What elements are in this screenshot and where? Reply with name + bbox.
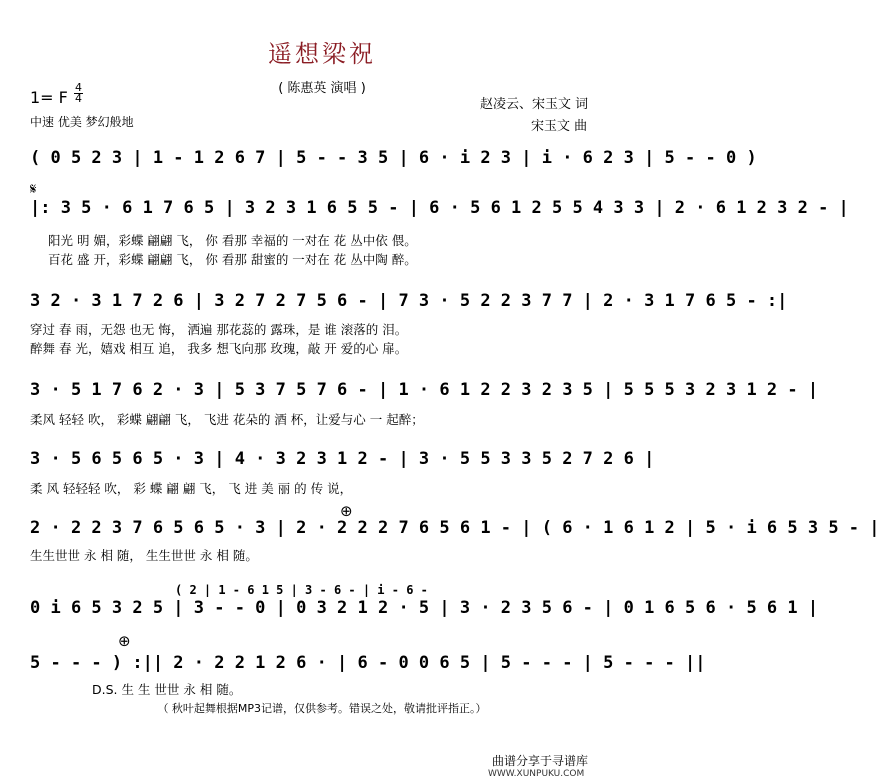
music-notation: 2 · 2 2 3 7 6 5 6 5 · 3 | 2 · 2 2 2 7 6 5 6 1 - | ( 6 · 1 6 1 2 | 5 · i 6 5 3 5 - | bbox=[30, 518, 880, 538]
coda-icon: ⊕ bbox=[340, 502, 353, 520]
lyrics-line-1: D.S. 生 生 世世 永 相 随。 bbox=[92, 682, 242, 697]
music-notation: 3 · 5 1 7 6 2 · 3 | 5 3 7 5 7 6 - | 1 · 6 1 2 2 3 2 3 5 | 5 5 5 3 2 3 1 2 - | bbox=[30, 380, 819, 400]
music-notation: 0 i 6 5 3 2 5 | 3 - - 0 | 0 3 2 1 2 · 5 | 3 · 2 3 5 6 - | 0 1 6 5 6 · 5 6 1 | bbox=[30, 598, 819, 618]
music-notation: 3 · 5 6 5 6 5 · 3 | 4 · 3 2 3 1 2 - | 3 · 5 5 3 3 5 2 7 2 6 | bbox=[30, 449, 655, 469]
coda-icon: ⊕ bbox=[118, 632, 131, 650]
page-title: 遥想梁祝 bbox=[268, 40, 376, 68]
volta-bracket: ( 2 | 1 - 6 1 5 | 3 - 6 - | i - 6 - bbox=[175, 583, 428, 597]
composer-credit: 宋玉文 曲 bbox=[531, 119, 588, 134]
footer-url: WWW.XUNPUKU.COM bbox=[488, 769, 585, 779]
music-notation: |: 3 5 · 6 1 7 6 5 | 3 2 3 1 6 5 5 - | 6 · 5 6 1 2 5 5 4 3 3 | 2 · 6 1 2 3 2 - | bbox=[30, 198, 849, 218]
singer-line: ( 陈惠英 演唱 ) bbox=[278, 81, 366, 96]
music-notation: ( 0 5 2 3 | 1 - 1 2 6 7 | 5 - - 3 5 | 6 · i 2 3 | i · 6 2 3 | 5 - - 0 ) bbox=[30, 148, 757, 168]
music-notation: 3 2 · 3 1 7 2 6 | 3 2 7 2 7 5 6 - | 7 3 · 5 2 2 3 7 7 | 2 · 3 1 7 6 5 - :| bbox=[30, 291, 788, 311]
lyrics-line-1: 柔 风 轻轻轻 吹， 彩 蝶 翩 翩 飞， 飞 进 美 丽 的 传 说， bbox=[30, 481, 353, 496]
lyrics-line-1: 生生世世 永 相 随， 生生世世 永 相 随。 bbox=[30, 548, 258, 563]
lyrics-line-1: 阳光 明 媚，彩蝶 翩翩 飞， 你 看那 幸福的 一对在 花 丛中依 偎。 bbox=[48, 233, 417, 248]
lyricist-credit: 赵凌云、宋玉文 词 bbox=[480, 97, 589, 112]
segno-icon: 𝄋 bbox=[30, 180, 37, 198]
time-sig-denominator: 4 bbox=[75, 92, 82, 105]
footer-credit: 曲谱分享于寻谱库 bbox=[492, 754, 589, 768]
transcription-note: （ 秋叶起舞根据MP3记谱，仅供参考。错误之处，敬请批评指正。） bbox=[157, 702, 487, 715]
lyrics-line-1: 穿过 春 雨，无怨 也无 悔， 洒遍 那花蕊的 露珠，是 谁 滚落的 泪。 bbox=[30, 322, 408, 337]
lyrics-line-2: 百花 盛 开，彩蝶 翩翩 飞， 你 看那 甜蜜的 一对在 花 丛中陶 醉。 bbox=[48, 252, 417, 267]
tempo-marking: 中速 优美 梦幻般地 bbox=[30, 115, 134, 129]
time-signature bbox=[74, 83, 83, 104]
lyrics-line-2: 醉舞 春 光，嬉戏 相互 追， 我多 想飞向那 玫瑰，敲 开 爱的心 扉。 bbox=[30, 341, 408, 356]
lyrics-line-1: 柔风 轻轻 吹， 彩蝶 翩翩 飞， 飞进 花朵的 酒 杯，让爱与心 一 起醉； bbox=[30, 412, 424, 427]
key-signature: 1= F bbox=[30, 88, 68, 107]
time-sig-numerator: 4 bbox=[75, 81, 82, 94]
music-notation: 5 - - - ) :|| 2 · 2 2 1 2 6 · | 6 - 0 0 6 5 | 5 - - - | 5 - - - || bbox=[30, 653, 706, 673]
